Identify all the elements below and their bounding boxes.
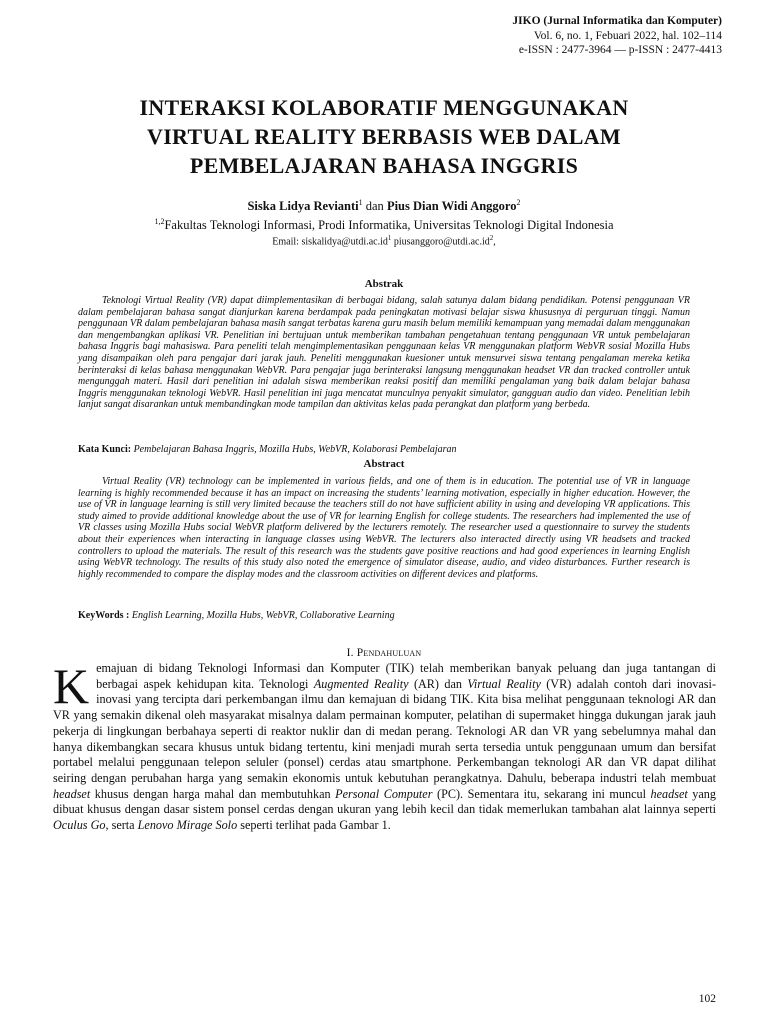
term-virtual-reality: Virtual Reality bbox=[467, 676, 541, 691]
abstract-heading: Abstract bbox=[363, 458, 405, 470]
term-headset: headset bbox=[650, 786, 688, 801]
email-1: siskalidya@utdi.ac.id bbox=[301, 236, 388, 248]
affiliation-sup: 1,2 bbox=[154, 217, 165, 226]
affiliation bbox=[60, 214, 708, 233]
text-run: , serta bbox=[105, 818, 138, 833]
text-run: (PC). Sementara itu, sekarang ini muncul bbox=[432, 786, 651, 801]
text-run: emajuan di bidang Teknologi Informasi dan Komputer (TIK) telah memberikan banyak peluang dan juga tantangan di berbagai aspek kehidupan kita. Teknologi bbox=[96, 661, 716, 691]
introduction-paragraph bbox=[53, 658, 716, 834]
introduction-body bbox=[53, 658, 716, 834]
email-2: piusanggoro@utdi.ac.id bbox=[391, 236, 490, 248]
author-2-sup: 2 bbox=[516, 198, 521, 207]
title-line-2: VIRTUAL REALITY BERBASIS WEB DALAM bbox=[147, 124, 621, 149]
email-end: , bbox=[493, 236, 496, 248]
drop-cap: K bbox=[53, 658, 90, 714]
section-number: I. bbox=[346, 647, 357, 659]
affiliation-text: Fakultas Teknologi Informasi, Prodi Informatika, Universitas Teknologi Digital Indonesia bbox=[164, 218, 614, 233]
author-1-sup: 1 bbox=[358, 198, 363, 207]
page-number: 102 bbox=[698, 993, 716, 1005]
text-run: (AR) dan bbox=[408, 676, 468, 691]
kata-kunci-label: Kata Kunci: bbox=[78, 444, 132, 455]
title-line-1: INTERAKSI KOLABORATIF MENGGUNAKAN bbox=[139, 95, 629, 120]
text-run: yang dibuat khusus dengan dasar sistem ponsel cerdas dengan ukuran yang lebih kecil dan tidak memerlukan tambahan alat lainnya seperti bbox=[53, 786, 716, 817]
author-1: Siska Lidya Revianti bbox=[247, 199, 359, 214]
keywords bbox=[78, 610, 690, 622]
email-label: Email: bbox=[272, 236, 302, 248]
term-augmented-reality: Augmented Reality bbox=[313, 676, 409, 691]
journal-issn: e-ISSN : 2477-3964 — p-ISSN : 2477-4413 bbox=[518, 44, 722, 56]
term-oculus-go: Oculus Go bbox=[53, 818, 106, 833]
abstrak-body bbox=[78, 295, 690, 411]
journal-volume: Vol. 6, no. 1, Febuari 2022, hal. 102–114 bbox=[533, 29, 722, 42]
term-lenovo-mirage-solo: Lenovo Mirage Solo bbox=[137, 818, 238, 833]
kata-kunci bbox=[78, 444, 690, 456]
email-line bbox=[60, 232, 708, 248]
author-connector: dan bbox=[362, 199, 387, 214]
email-2-sup: 2 bbox=[489, 234, 494, 242]
text-run: seperti terlihat pada Gambar 1. bbox=[237, 818, 391, 833]
keywords-text: English Learning, Mozilla Hubs, WebVR, Collaborative Learning bbox=[129, 610, 395, 621]
abstract-paragraph: Virtual Reality (VR) technology can be implemented in various fields, and one of them is in education. The potential use of VR in language learning is highly recommended because it has an impact on increasing the students’ learning motivation, especially in higher education. However, the use of VR in language learning is still very limited because the teachers still do not have sufficient ability in using and developing VR applications. This study aimed to provide additional knowledge about the use of VR for learning English for college students. The researchers had implemented the use of VR classes using Mozilla Hubs social WebVR platform delivered by the lecturers remotely. The researcher used a questionnaire to survey the students about their experiences when interacting in language classes using WebVR. The lecturers also interacted directly using VR headsets and tracked controllers to upload the materials. The result of this research was the students gave positive reactions and had good experiences in learning English using WebVR technology. The results of this study also noted the emergence of simulator disease, audio, and video disturbances. Further research is highly recommended to compare the display modes and the classroom activities on different devices and platforms. bbox=[78, 476, 690, 580]
title-line-3: PEMBELAJARAN BAHASA INGGRIS bbox=[189, 153, 579, 178]
section-title: Pendahuluan bbox=[356, 647, 422, 659]
paper-title bbox=[60, 93, 708, 180]
author-list bbox=[60, 195, 708, 214]
journal-header bbox=[512, 14, 722, 58]
text-run: (VR) adalah contoh dari inovasi-inovasi yang tercipta dari perkembangan ilmu dan kemajuan di bidang TIK. Kita bisa melihat penggunaan teknologi AR dan VR yang semakin dikenal oleh masyarakat misalnya dalam permainan komputer, pelatihan di supermaket hingga dukungan jarak jauh pekerja di lingkungan berbahaya seperti di reaktor nuklir dan di medan perang. Teknologi AR dan VR yang sebelumnya mahal dan hanya dikembangkan secara khusus untuk bidang tertentu, kini menjadi murah serta tersedia untuk penggunaan umum dan bersifat portabel melalui penggunaan telepon seluler (ponsel) cerdas atau smartphone. Perkembangan teknologi AR dan VR dapat dilihat seiring dengan perubahan harga yang semakin ekonomis untuk kebutuhan perangkatnya. Dahulu, beberapa industri telah membuat bbox=[53, 676, 716, 785]
journal-name: JIKO (Jurnal Informatika dan Komputer) bbox=[512, 15, 722, 27]
author-2: Pius Dian Widi Anggoro bbox=[386, 199, 517, 214]
email-1-sup: 1 bbox=[387, 234, 392, 242]
kata-kunci-text: Pembelajaran Bahasa Inggris, Mozilla Hubs, WebVR, Kolaborasi Pembelajaran bbox=[131, 444, 457, 455]
term-personal-computer: Personal Computer bbox=[335, 786, 433, 801]
term-headset: headset bbox=[53, 786, 91, 801]
abstrak-heading: Abstrak bbox=[364, 278, 404, 290]
abstract-body bbox=[78, 476, 690, 580]
text-run: khusus dengan harga mahal dan membutuhkan bbox=[90, 786, 336, 801]
introduction-heading bbox=[60, 647, 708, 659]
keywords-label: KeyWords : bbox=[78, 610, 130, 621]
abstrak-paragraph: Teknologi Virtual Reality (VR) dapat diimplementasikan di berbagai bidang, salah satunya dalam bidang pendidikan. Potensi penggunaan VR dalam pembelajaran bahasa sangat dianjurkan karena berdampak pada peningkatan motivasi belajar siswa khususnya di perguruan tinggi. Namun penggunaan VR dalam pembelajaran bahasa masih sangat terbatas karena guru masih belum memiliki kemampuan yang memadai dalam menggunakan dan mengembangkan aplikasi VR. Penelitian ini bertujuan untuk memberikan tambahan pengetahuan tentang penggunaan VR untuk pembelajaran bahasa Inggris bagi mahasiswa. Para peneliti telah mengimplementasikan penggunaan kelas VR menggunakan platform WebVR sosial Mozilla Hubs yang disampaikan oleh para pengajar dari jarak jauh. Peneliti menggunakan kuesioner untuk mensurvei siswa tentang pengalaman mereka ketika berinteraksi di kelas bahasa menggunakan WebVR. Para pengajar juga berinteraksi langsung menggunakan headset VR dan tracked controller untuk mengunggah materi. Hasil dari penelitian ini adalah siswa memberikan reaksi positif dan memiliki pengalaman yang baik dalam belajar bahasa Inggris menggunakan teknologi WebVR. Hasil penelitian ini juga mencatat munculnya penyakit simulator, gangguan audio dan video. Penelitian lebih lanjut sangat disarankan untuk membandingkan mode tampilan dan aktivitas kelas pada perangkat dan platform yang berbeda. bbox=[78, 295, 690, 411]
